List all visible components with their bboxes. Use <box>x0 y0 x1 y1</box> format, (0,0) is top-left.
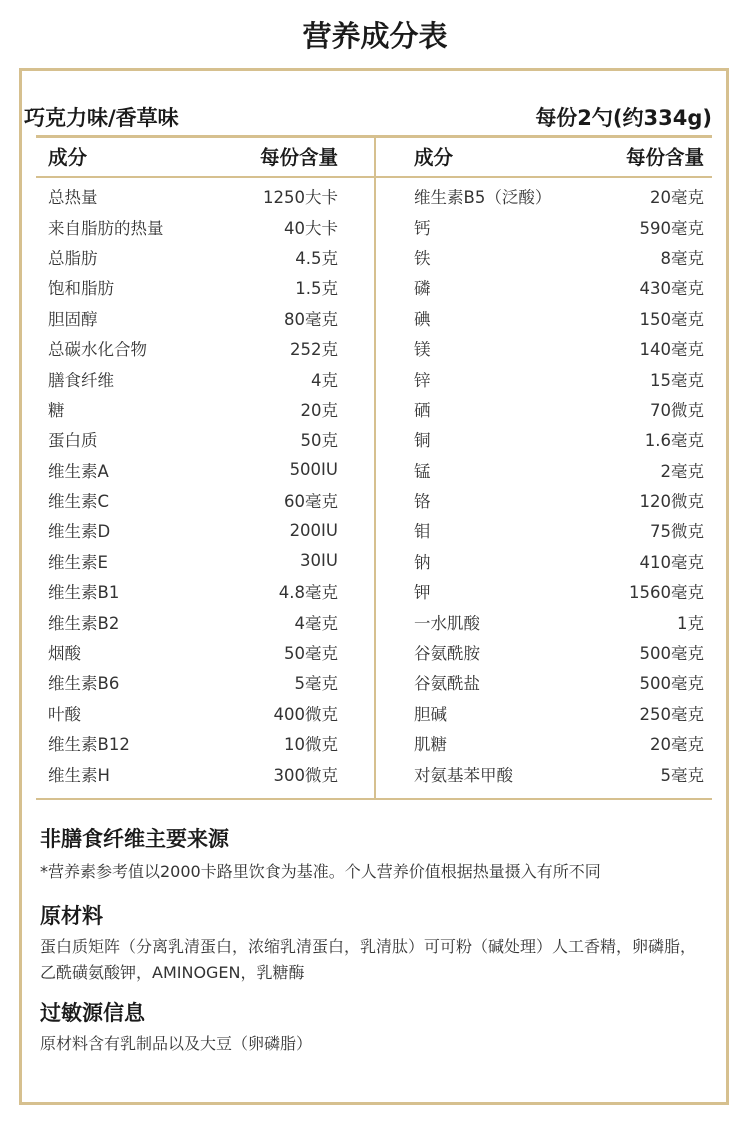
nutrient-value: 1.5克 <box>295 279 338 299</box>
nutrient-value: 75微克 <box>650 522 704 542</box>
nutrient-row <box>48 576 338 606</box>
nutrient-name: 维生素B1 <box>48 583 120 603</box>
nutrient-row <box>414 272 704 302</box>
nutrient-name: 铜 <box>414 431 431 451</box>
nutrient-row <box>414 515 704 545</box>
nutrient-row <box>48 394 338 424</box>
nutrient-row <box>414 667 704 697</box>
nutrient-name: 谷氨酰胺 <box>414 644 480 664</box>
nutrient-value: 430毫克 <box>639 279 704 299</box>
nutrient-name: 镁 <box>414 340 431 360</box>
nutrient-row <box>48 667 338 697</box>
nutrient-value: 150毫克 <box>639 309 704 329</box>
nutrient-value: 15毫克 <box>650 370 704 390</box>
nutrient-name: 碘 <box>414 309 431 329</box>
nutrient-row <box>48 637 338 667</box>
nutrient-row <box>414 242 704 272</box>
nutrient-value: 300微克 <box>273 765 338 785</box>
nutrient-name: 铁 <box>414 248 431 268</box>
nutrient-row <box>414 606 704 636</box>
nutrient-name: 来自脂肪的热量 <box>48 218 164 238</box>
nutrient-value: 590毫克 <box>639 218 704 238</box>
nutrient-row <box>48 485 338 515</box>
nutrient-row <box>48 303 338 333</box>
nutrient-name: 蛋白质 <box>48 431 98 451</box>
nutrient-row <box>414 303 704 333</box>
flavor-label: 巧克力味/香草味 <box>24 106 179 130</box>
right-header-name: 成分 <box>414 146 454 169</box>
nutrient-row <box>48 515 338 545</box>
column-divider <box>374 138 376 800</box>
nutrient-value: 50克 <box>300 431 338 451</box>
nutrient-name: 一水肌酸 <box>414 613 480 633</box>
nutrient-name: 叶酸 <box>48 704 81 724</box>
nutrient-name: 烟酸 <box>48 644 81 664</box>
nutrient-name: 钠 <box>414 552 431 572</box>
ingredients-text: 蛋白质矩阵（分离乳清蛋白，浓缩乳清蛋白，乳清肽）可可粉（碱处理）人工香精，卵磷脂，乙酰磺氨酸钾，AMINOGEN，乳糖酶 <box>40 937 697 982</box>
page-title: 营养成分表 <box>302 19 448 53</box>
right-column-header <box>414 138 704 174</box>
nutrient-value: 8毫克 <box>660 248 704 268</box>
nutrient-name: 维生素D <box>48 522 111 542</box>
nutrient-row <box>414 363 704 393</box>
nutrient-name: 铬 <box>414 492 431 512</box>
nutrient-row <box>414 637 704 667</box>
nutrient-name: 胆碱 <box>414 704 447 724</box>
nutrient-row <box>48 546 338 576</box>
nutrient-value: 400微克 <box>273 704 338 724</box>
nutrient-row <box>414 181 704 211</box>
nutrient-row <box>48 455 338 485</box>
nutrient-row <box>414 394 704 424</box>
nutrient-name: 总热量 <box>48 188 98 208</box>
nutrient-name: 维生素B6 <box>48 674 120 694</box>
nutrient-name: 钾 <box>414 583 431 603</box>
nutrient-value: 1560毫克 <box>629 583 704 603</box>
nutrient-value: 20毫克 <box>650 188 704 208</box>
nutrient-value: 140毫克 <box>639 340 704 360</box>
allergen-title: 过敏源信息 <box>40 1001 145 1025</box>
nutrient-value: 120微克 <box>639 492 704 512</box>
nutrient-name: 锰 <box>414 461 431 481</box>
right-nutrient-list <box>414 181 704 789</box>
nutrient-name: 对氨基苯甲酸 <box>414 765 513 785</box>
nutrient-value: 50毫克 <box>284 644 338 664</box>
nutrient-name: 总脂肪 <box>48 248 98 268</box>
nutrient-value: 4.5克 <box>295 248 338 268</box>
flavor-row <box>24 100 712 134</box>
left-nutrient-list <box>48 181 338 789</box>
nutrient-name: 总碳水化合物 <box>48 340 147 360</box>
nutrient-row <box>48 181 338 211</box>
nutrient-name: 维生素H <box>48 765 110 785</box>
nutrient-row <box>414 728 704 758</box>
nutrient-value: 10微克 <box>284 735 338 755</box>
left-column-header <box>48 138 338 174</box>
reference-note: *营养素参考值以2000卡路里饮食为基准。个人营养价值根据热量摄入有所不同 <box>40 862 601 881</box>
nutrient-value: 1克 <box>677 613 704 633</box>
nutrient-name: 硒 <box>414 400 431 420</box>
nutrient-value: 500毫克 <box>639 674 704 694</box>
nutrient-row <box>414 211 704 241</box>
ingredients-title: 原材料 <box>40 904 103 928</box>
nutrient-value: 2毫克 <box>660 461 704 481</box>
nutrient-row <box>414 698 704 728</box>
nutrient-row <box>414 485 704 515</box>
nutrient-value: 5毫克 <box>294 674 338 694</box>
nutrient-value: 70微克 <box>650 400 704 420</box>
nutrient-value: 500IU <box>289 460 338 480</box>
nutrient-value: 5毫克 <box>660 765 704 785</box>
nutrient-name: 饱和脂肪 <box>48 279 114 299</box>
nutrient-row <box>414 455 704 485</box>
nutrient-name: 糖 <box>48 400 65 420</box>
nutrient-value: 30IU <box>300 551 338 571</box>
nutrient-name: 钙 <box>414 218 431 238</box>
nutrient-name: 维生素B12 <box>48 735 130 755</box>
nutrient-row <box>48 698 338 728</box>
nutrient-row <box>414 758 704 788</box>
left-header-name: 成分 <box>48 146 88 169</box>
nutrient-row <box>48 211 338 241</box>
nutrient-value: 20克 <box>300 400 338 420</box>
nutrient-value: 40大卡 <box>284 218 338 238</box>
nutrient-name: 锌 <box>414 370 431 390</box>
nutrient-row <box>48 606 338 636</box>
nutrient-value: 60毫克 <box>284 492 338 512</box>
nutrient-name: 胆固醇 <box>48 309 98 329</box>
fiber-source-title: 非膳食纤维主要来源 <box>40 827 229 851</box>
nutrient-name: 维生素A <box>48 461 109 481</box>
nutrient-name: 谷氨酰盐 <box>414 674 480 694</box>
nutrient-row <box>414 424 704 454</box>
nutrient-value: 80毫克 <box>284 309 338 329</box>
nutrient-name: 维生素E <box>48 552 108 572</box>
nutrient-value: 20毫克 <box>650 735 704 755</box>
serving-size: 每份2勺(约334g) <box>535 106 712 130</box>
nutrient-value: 500毫克 <box>639 644 704 664</box>
nutrient-value: 1.6毫克 <box>644 431 704 451</box>
nutrient-row <box>48 758 338 788</box>
nutrient-name: 维生素B2 <box>48 613 120 633</box>
nutrient-value: 4克 <box>311 370 338 390</box>
nutrient-row <box>48 424 338 454</box>
nutrient-value: 4.8毫克 <box>278 583 338 603</box>
left-header-amount: 每份含量 <box>259 146 338 169</box>
nutrient-row <box>48 272 338 302</box>
nutrient-value: 250毫克 <box>639 704 704 724</box>
nutrient-row <box>414 546 704 576</box>
allergen-text: 原材料含有乳制品以及大豆（卵磷脂） <box>40 1034 313 1053</box>
nutrient-row <box>48 363 338 393</box>
nutrient-value: 200IU <box>289 520 338 540</box>
nutrient-row <box>48 728 338 758</box>
nutrient-row <box>414 333 704 363</box>
nutrient-name: 磷 <box>414 279 431 299</box>
nutrient-value: 410毫克 <box>639 552 704 572</box>
nutrient-name: 肌糖 <box>414 735 447 755</box>
nutrient-row <box>414 576 704 606</box>
nutrient-value: 4毫克 <box>294 613 338 633</box>
nutrient-value: 1250大卡 <box>263 188 338 208</box>
nutrient-name: 维生素B5（泛酸） <box>414 188 552 208</box>
right-header-amount: 每份含量 <box>625 146 704 169</box>
nutrient-row <box>48 242 338 272</box>
nutrient-name: 钼 <box>414 522 431 542</box>
nutrient-name: 维生素C <box>48 492 110 512</box>
nutrient-value: 252克 <box>290 340 338 360</box>
nutrient-name: 膳食纤维 <box>48 370 114 390</box>
nutrient-row <box>48 333 338 363</box>
